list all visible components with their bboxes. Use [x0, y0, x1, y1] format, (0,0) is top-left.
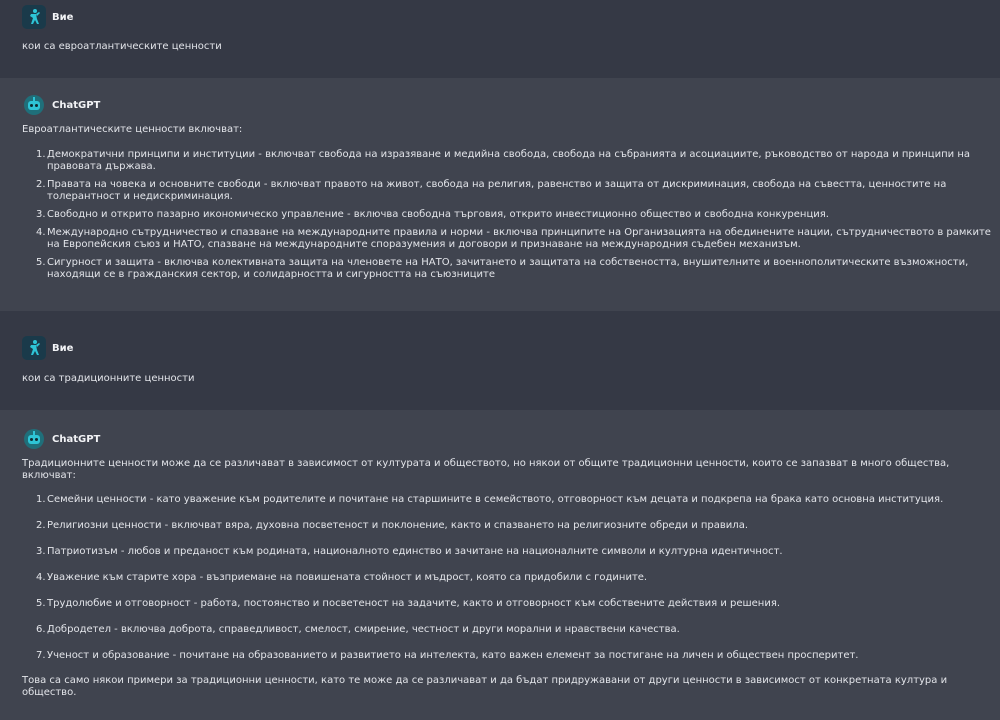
item-text: Патриотизъм - любов и преданост към родината, националното единство и зачитане на националните символи и културна идентичност. [47, 546, 783, 557]
list-item [36, 257, 1000, 281]
item-text: Добродетел - включва доброта, справедливост, смелост, смирение, честност и други морални и нравствени качества. [47, 624, 680, 635]
item-text: Международно сътрудничество и спазване на международните правила и норми - включва принципите на Организацията на обединените нации, сътрудничеството в рамките на Европейския съюз и НАТО, спазване на международните споразумения и договори и признаване на международния съдебен механизъм. [47, 227, 991, 250]
item-number: 1. [36, 494, 46, 505]
person-icon [22, 336, 46, 360]
item-number: 3. [36, 546, 46, 557]
list-item [36, 650, 1000, 662]
item-number: 4. [36, 572, 46, 583]
item-number: 2. [36, 179, 46, 190]
item-number: 7. [36, 650, 46, 661]
list-item [36, 546, 1000, 558]
author-name: Вие [52, 342, 74, 354]
message-text: кои са евроатлантическите ценности [22, 41, 222, 52]
item-text: Демократични принципи и институции - включват свобода на изразяване и медийна свобода, свобода на събранията и асоциациите, ръководство от народа и принципи на правовата държава. [47, 149, 970, 172]
list-item [36, 520, 1000, 532]
message-intro: Традиционните ценности може да се различават в зависимост от културата и обществото, но някои от общите традиционни ценности, които се запазват в много общества, включват: [22, 458, 950, 481]
list-item [36, 179, 1000, 203]
item-number: 3. [36, 209, 46, 220]
message-outro: Това са само някои примери за традиционни ценности, като те може да се различават и да бъдат придружавани от други ценности в зависимост от конкретната култура и общество. [22, 675, 948, 698]
item-number: 5. [36, 257, 46, 268]
message-text: кои са традиционните ценности [22, 373, 195, 384]
message-header [22, 335, 1000, 361]
person-icon [22, 5, 46, 29]
answer-list [22, 149, 1000, 281]
author-name: ChatGPT [52, 99, 101, 111]
user-message [0, 311, 1000, 410]
item-text: Ученост и образование - почитане на образованието и развитието на интелекта, като важен елемент за постигане на личен и обществен просперитет. [47, 650, 859, 661]
item-text: Уважение към старите хора - възприемане на повишената стойност и мъдрост, която са придобили с годините. [47, 572, 648, 583]
item-number: 1. [36, 149, 46, 160]
item-text: Семейни ценности - като уважение към родителите и почитане на старшините в семейството, отговорност към децата и подкрепа на брака като основна институция. [47, 494, 944, 505]
robot-icon [22, 427, 46, 451]
list-item [36, 598, 1000, 610]
author-name: Вие [52, 11, 74, 23]
list-item [36, 624, 1000, 636]
item-number: 4. [36, 227, 46, 238]
message-intro: Евроатлантическите ценности включват: [22, 124, 243, 135]
author-name: ChatGPT [52, 433, 101, 445]
list-item [36, 149, 1000, 173]
item-number: 2. [36, 520, 46, 531]
item-number: 6. [36, 624, 46, 635]
item-number: 5. [36, 598, 46, 609]
list-item [36, 494, 1000, 506]
item-text: Религиозни ценности - включват вяра, духовна посветеност и поклонение, както и спазването на религиозните обреди и правила. [47, 520, 749, 531]
message-header [22, 4, 1000, 30]
robot-icon [22, 93, 46, 117]
message-header [22, 426, 1000, 452]
item-text: Свободно и открито пазарно икономическо управление - включва свободна търговия, открито инвестиционно общество и свободна конкуренция. [47, 209, 829, 220]
item-text: Сигурност и защита - включва колективната защита на членовете на НАТО, зачитането и защитата на собствеността, внушителните и военнополитическите възможности, находящи се в гражданския сектор, и солидарността и сигурността на съюзниците [47, 257, 969, 280]
list-item [36, 227, 1000, 251]
assistant-message [0, 410, 1000, 720]
list-item [36, 209, 1000, 221]
message-header [22, 92, 1000, 118]
item-text: Правата на човека и основните свободи - включват правото на живот, свобода на религия, равенство и защита от дискриминация, свобода на съвестта, ценностите на толерантност и недискриминация. [47, 179, 947, 202]
list-item [36, 572, 1000, 584]
user-message [0, 0, 1000, 78]
assistant-message [0, 78, 1000, 311]
answer-list [22, 494, 1000, 662]
item-text: Трудолюбие и отговорност - работа, постоянство и посветеност на задачите, както и отговорност към собствените действия и решения. [47, 598, 781, 609]
